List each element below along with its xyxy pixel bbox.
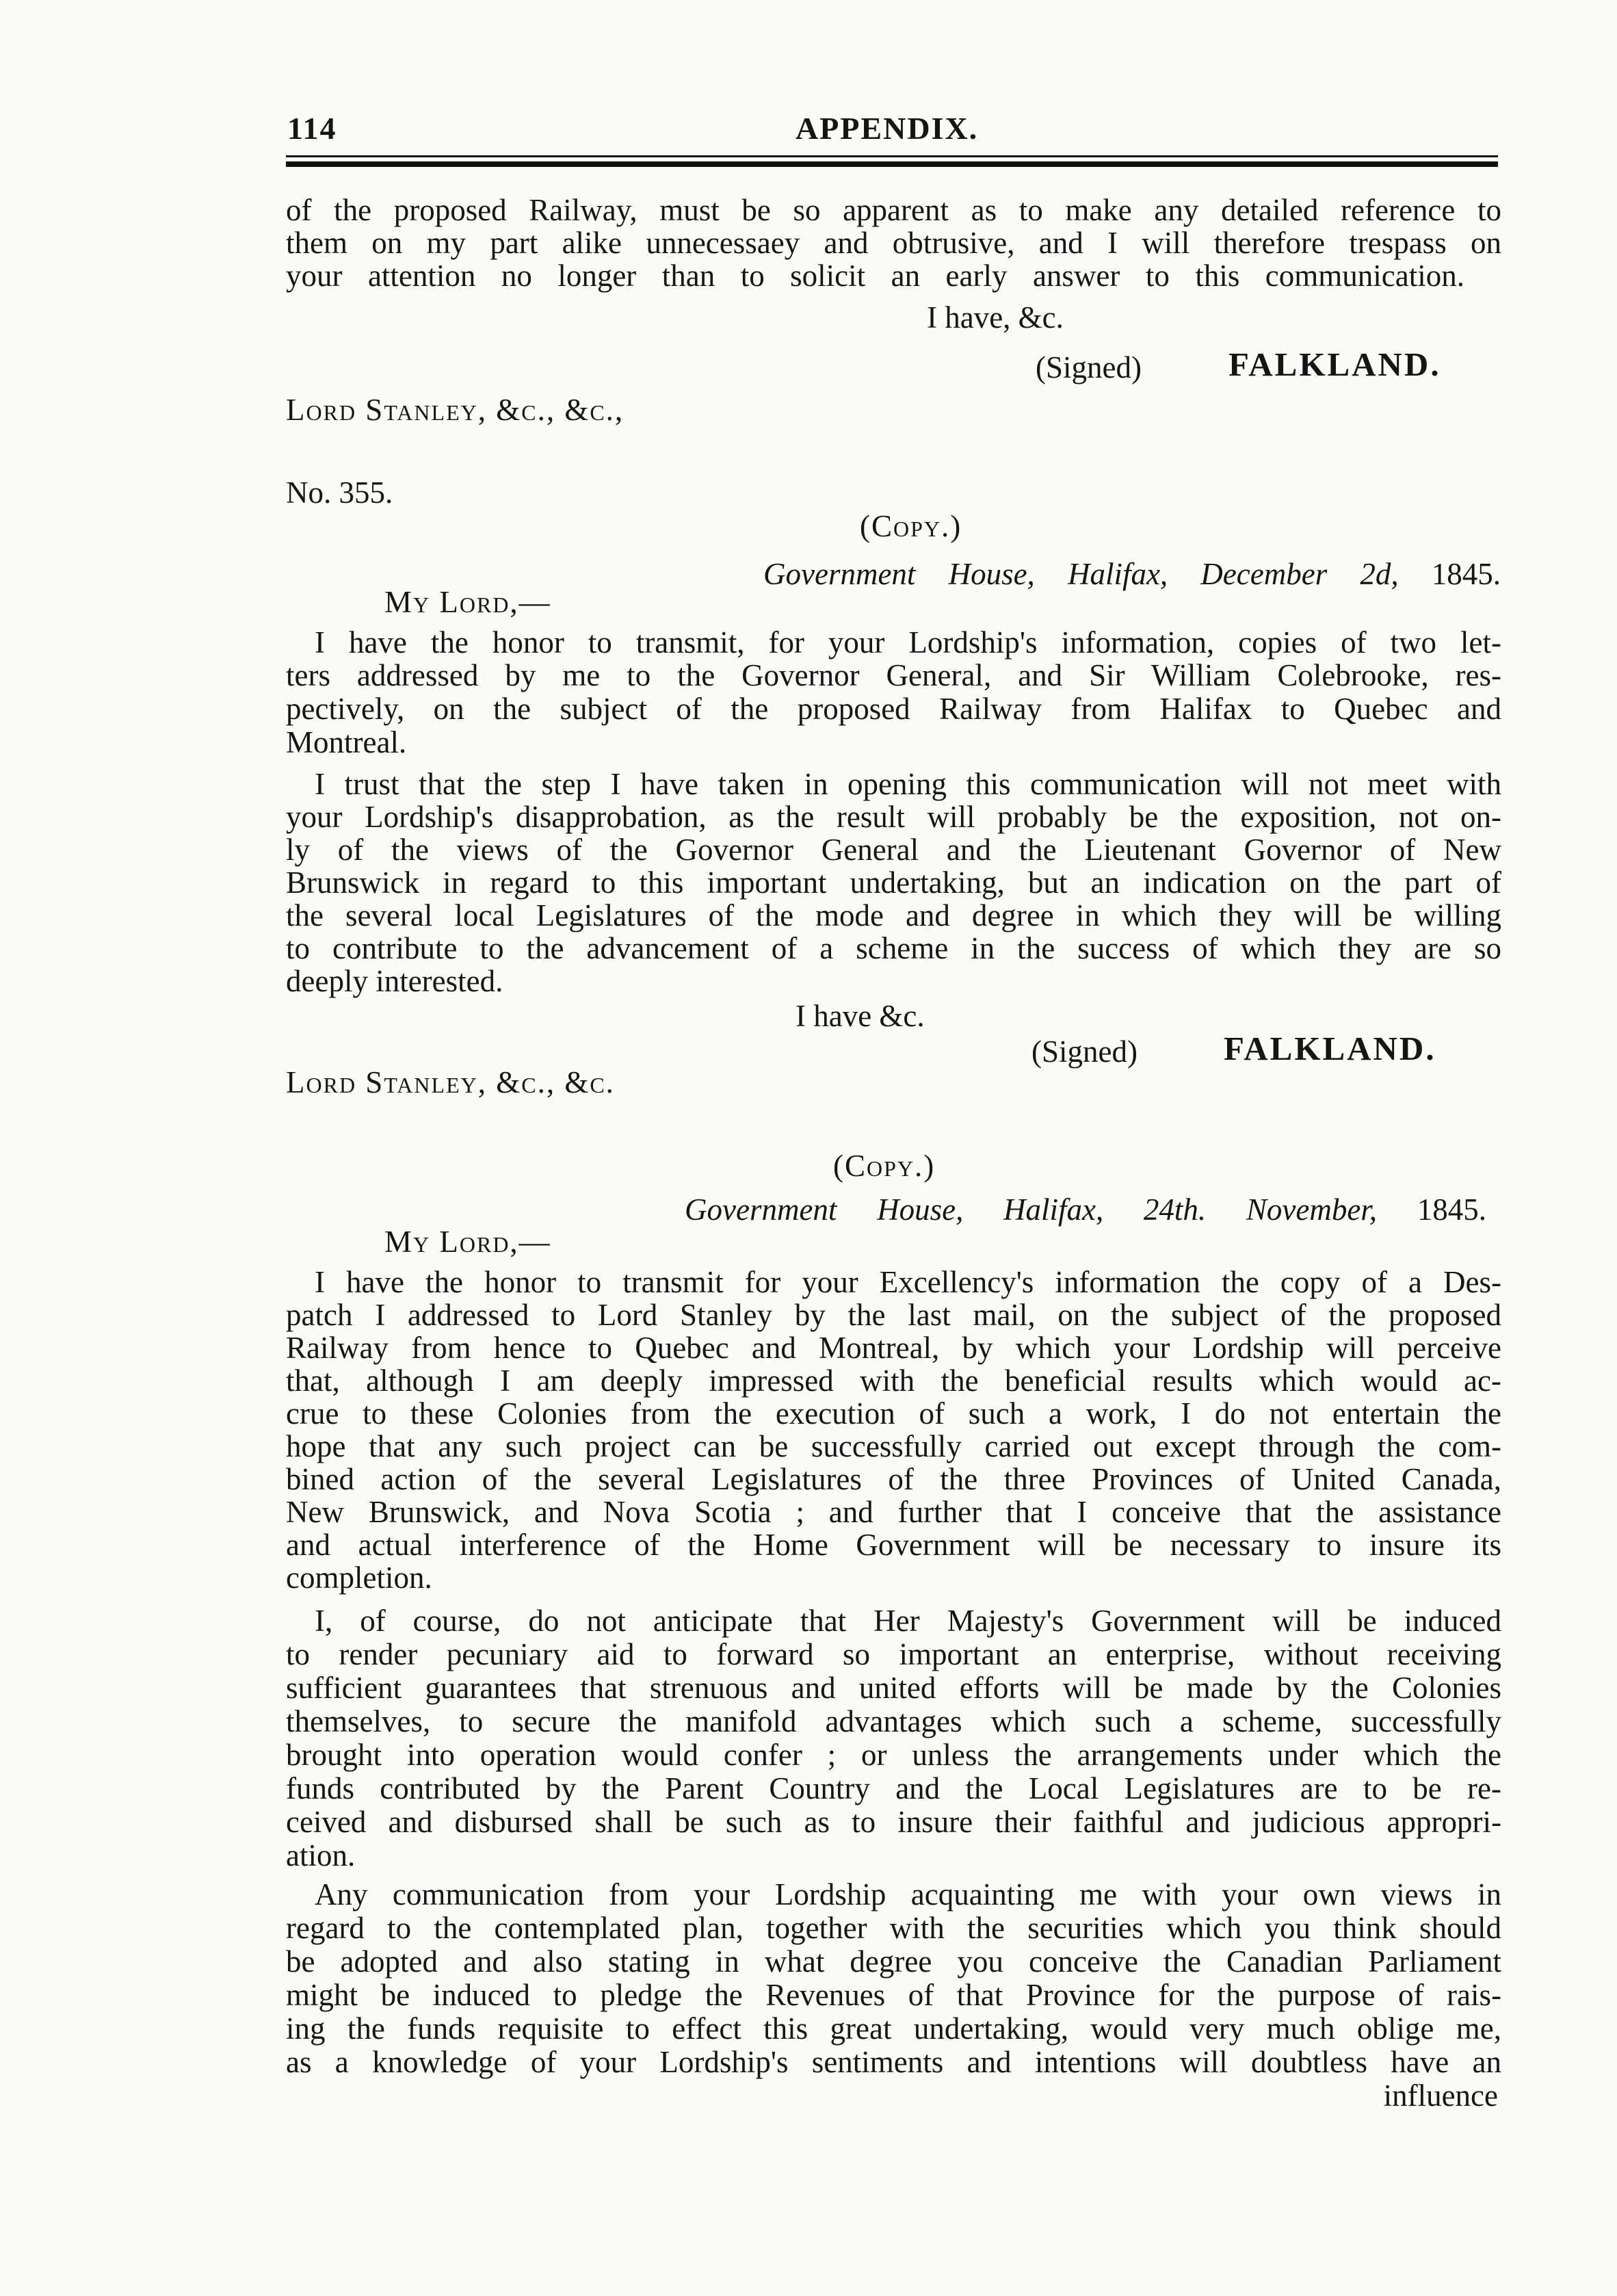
addressee: Lord Stanley, &c., &c.: [286, 1065, 615, 1099]
paragraph-line: Any communication from your Lordship acquainting me with your own views in: [315, 1877, 1501, 1912]
salutation: My Lord,—: [384, 585, 551, 619]
paragraph-line: I, of course, do not anticipate that Her Majesty's Government will be induced: [315, 1604, 1501, 1638]
paragraph-line: I have the honor to transmit for your Excellency's information the copy of a Des-: [315, 1265, 1501, 1299]
paragraph-line: as a knowledge of your Lordship's sentiments and intentions will doubtless have an: [286, 2045, 1501, 2079]
paragraph-line: and actual interference of the Home Government will be necessary to insure its: [286, 1528, 1501, 1562]
paragraph-line: the several local Legislatures of the mode and degree in which they will be willing: [286, 898, 1501, 932]
catchword: influence: [1383, 2078, 1498, 2113]
paragraph-line: I have the honor to transmit, for your Lordship's information, copies of two let-: [315, 625, 1501, 660]
paragraph-line: bined action of the several Legislatures of the three Provinces of United Canada,: [286, 1462, 1501, 1496]
paragraph-line: be adopted and also stating in what degree you conceive the Canadian Parliament: [286, 1944, 1501, 1979]
signatory-name: FALKLAND.: [1224, 1030, 1436, 1067]
paragraph-line: hope that any such project can be successfully carried out except through the com-: [286, 1429, 1501, 1463]
signatory-name: FALKLAND.: [1228, 345, 1441, 383]
paragraph-line: them on my part alike unnecessaey and obtrusive, and I will therefore trespass on: [286, 226, 1501, 260]
signed-label: (Signed): [1036, 350, 1142, 384]
closing-line: I have, &c.: [927, 300, 1064, 335]
paragraph-line: completion.: [286, 1561, 432, 1595]
paragraph-line: I trust that the step I have taken in opening this communication will not meet with: [315, 767, 1501, 801]
paragraph-line: your Lordship's disapprobation, as the result will probably be the exposition, not on-: [286, 800, 1501, 834]
paragraph-line: ation.: [286, 1838, 356, 1873]
dateline: [763, 558, 1501, 590]
paragraph-line: New Brunswick, and Nova Scotia ; and further that I conceive that the assistance: [286, 1495, 1501, 1529]
paragraph-line: ing the funds requisite to effect this great undertaking, would very much oblige me,: [286, 2011, 1501, 2046]
dateline: [685, 1193, 1486, 1226]
paragraph-line: Railway from hence to Quebec and Montreal, by which your Lordship will perceive: [286, 1331, 1501, 1365]
paragraph-line: to render pecuniary aid to forward so important an enterprise, without receiving: [286, 1637, 1501, 1671]
paragraph-line: funds contributed by the Parent Country and the Local Legislatures are to be re-: [286, 1771, 1501, 1805]
dateline-year: 1845.: [1431, 557, 1501, 591]
paragraph-line: that, although I am deeply impressed with the beneficial results which would ac-: [286, 1364, 1501, 1398]
paragraph-line: ly of the views of the Governor General and the Lieutenant Governor of New: [286, 833, 1501, 867]
closing-line: I have &c.: [796, 999, 925, 1033]
salutation: My Lord,—: [384, 1225, 551, 1259]
paragraph-line: ters addressed by me to the Governor General, and Sir William Colebrooke, res-: [286, 658, 1501, 692]
paragraph-line: crue to these Colonies from the execution of such a work, I do not entertain the: [286, 1396, 1501, 1431]
paragraph-line: your attention no longer than to solicit an early answer to this communication.: [286, 259, 1464, 293]
paragraph-line: sufficient guarantees that strenuous and united efforts will be made by the Colonies: [286, 1671, 1501, 1705]
paragraph-line: might be induced to pledge the Revenues of that Province for the purpose of rais-: [286, 1978, 1501, 2012]
copy-label: (Copy.): [833, 1149, 936, 1183]
paragraph-line: regard to the contemplated plan, together with the securities which you think should: [286, 1911, 1501, 1945]
addressee: Lord Stanley, &c., &c.,: [286, 393, 625, 427]
copy-label: (Copy.): [860, 509, 962, 543]
paragraph-line: Montreal.: [286, 725, 407, 759]
despatch-number: No. 355.: [286, 475, 393, 510]
paragraph-line: pectively, on the subject of the proposed Railway from Halifax to Quebec and: [286, 692, 1501, 726]
paragraph-line: deeply interested.: [286, 964, 503, 998]
signed-label: (Signed): [1031, 1034, 1138, 1069]
paragraph-line: to contribute to the advancement of a scheme in the success of which they are so: [286, 931, 1501, 965]
paragraph-line: brought into operation would confer ; or unless the arrangements under which the: [286, 1738, 1501, 1772]
paragraph-line: Brunswick in regard to this important undertaking, but an indication on the part of: [286, 865, 1501, 900]
header-rule-thin: [286, 155, 1498, 157]
dateline-place-date: Government House, Halifax, 24th. November,: [685, 1192, 1378, 1227]
dateline-year: 1845.: [1417, 1192, 1486, 1227]
running-title: APPENDIX.: [796, 111, 979, 146]
paragraph-line: patch I addressed to Lord Stanley by the last mail, on the subject of the proposed: [286, 1298, 1501, 1332]
paragraph-line: themselves, to secure the manifold advantages which such a scheme, successfully: [286, 1704, 1501, 1738]
dateline-place-date: Government House, Halifax, December 2d,: [763, 557, 1399, 591]
paragraph-line: ceived and disbursed shall be such as to insure their faithful and judicious appropri-: [286, 1805, 1501, 1839]
paragraph-line: of the proposed Railway, must be so apparent as to make any detailed reference to: [286, 193, 1501, 227]
header-rule-thick: [286, 161, 1498, 167]
page-number: 114: [287, 111, 337, 146]
